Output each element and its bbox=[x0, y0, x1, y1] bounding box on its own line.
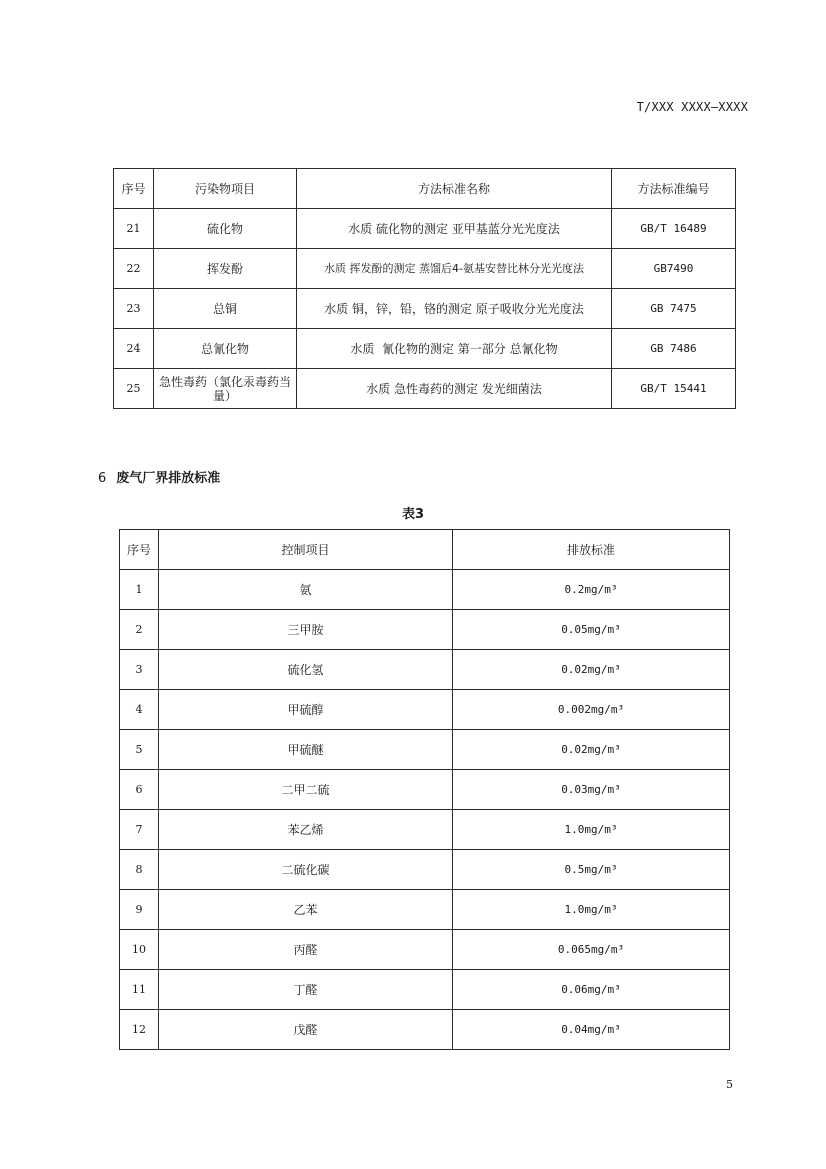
cell-emission-limit: 1.0mg/m³ bbox=[453, 890, 730, 930]
cell-serial: 25 bbox=[114, 369, 154, 409]
cell-method-code: GB7490 bbox=[612, 249, 736, 289]
table-row bbox=[114, 329, 736, 369]
cell-serial: 4 bbox=[120, 690, 159, 730]
table-row bbox=[114, 369, 736, 409]
cell-control-item: 三甲胺 bbox=[159, 610, 453, 650]
cell-control-item: 戊醛 bbox=[159, 1010, 453, 1050]
cell-emission-limit: 0.05mg/m³ bbox=[453, 610, 730, 650]
cell-pollutant: 总氰化物 bbox=[154, 329, 297, 369]
cell-emission-limit: 0.03mg/m³ bbox=[453, 770, 730, 810]
table-header-row bbox=[114, 169, 736, 209]
table-row bbox=[114, 209, 736, 249]
table-row bbox=[120, 650, 730, 690]
cell-control-item: 硫化氢 bbox=[159, 650, 453, 690]
table-row bbox=[120, 810, 730, 850]
column-header-method-code: 方法标准编号 bbox=[612, 169, 736, 209]
table-caption: 表3 bbox=[401, 507, 425, 522]
section-title: 废气厂界排放标准 bbox=[116, 471, 221, 486]
cell-control-item: 乙苯 bbox=[159, 890, 453, 930]
cell-method-name: 水质 挥发酚的测定 蒸馏后4-氨基安替比林分光光度法 bbox=[297, 249, 612, 289]
cell-method-code: GB/T 16489 bbox=[612, 209, 736, 249]
column-header-pollutant: 污染物项目 bbox=[154, 169, 297, 209]
table-row bbox=[114, 289, 736, 329]
section-heading bbox=[98, 467, 220, 486]
cell-emission-limit: 0.065mg/m³ bbox=[453, 930, 730, 970]
cell-serial: 2 bbox=[120, 610, 159, 650]
cell-pollutant: 急性毒药（氯化汞毒药当量） bbox=[154, 369, 297, 409]
emission-standards-table bbox=[119, 529, 730, 1050]
cell-serial: 10 bbox=[120, 930, 159, 970]
table-row bbox=[120, 1010, 730, 1050]
column-header-serial: 序号 bbox=[120, 530, 159, 570]
document-code: T/XXX XXXX—XXXX bbox=[636, 100, 748, 114]
cell-method-code: GB/T 15441 bbox=[612, 369, 736, 409]
table-row bbox=[120, 930, 730, 970]
cell-serial: 11 bbox=[120, 970, 159, 1010]
page-number: 5 bbox=[726, 1078, 733, 1091]
table-row bbox=[120, 610, 730, 650]
cell-emission-limit: 0.02mg/m³ bbox=[453, 730, 730, 770]
cell-pollutant: 硫化物 bbox=[154, 209, 297, 249]
cell-method-name: 水质 硫化物的测定 亚甲基蓝分光光度法 bbox=[297, 209, 612, 249]
cell-emission-limit: 0.5mg/m³ bbox=[453, 850, 730, 890]
table-row bbox=[120, 970, 730, 1010]
cell-control-item: 苯乙烯 bbox=[159, 810, 453, 850]
cell-control-item: 甲硫醇 bbox=[159, 690, 453, 730]
cell-control-item: 丁醛 bbox=[159, 970, 453, 1010]
cell-serial: 3 bbox=[120, 650, 159, 690]
cell-emission-limit: 0.002mg/m³ bbox=[453, 690, 730, 730]
cell-emission-limit: 0.04mg/m³ bbox=[453, 1010, 730, 1050]
cell-serial: 5 bbox=[120, 730, 159, 770]
cell-serial: 1 bbox=[120, 570, 159, 610]
column-header-method-name: 方法标准名称 bbox=[297, 169, 612, 209]
table-row bbox=[120, 770, 730, 810]
method-standards-table bbox=[113, 168, 736, 409]
column-header-emission-limit: 排放标准 bbox=[453, 530, 730, 570]
table-row bbox=[120, 850, 730, 890]
cell-method-name: 水质 急性毒药的测定 发光细菌法 bbox=[297, 369, 612, 409]
cell-control-item: 二甲二硫 bbox=[159, 770, 453, 810]
cell-serial: 7 bbox=[120, 810, 159, 850]
cell-serial: 12 bbox=[120, 1010, 159, 1050]
column-header-control-item: 控制项目 bbox=[159, 530, 453, 570]
table-row bbox=[120, 730, 730, 770]
cell-emission-limit: 0.02mg/m³ bbox=[453, 650, 730, 690]
cell-emission-limit: 0.06mg/m³ bbox=[453, 970, 730, 1010]
table-row bbox=[120, 890, 730, 930]
cell-control-item: 甲硫醚 bbox=[159, 730, 453, 770]
cell-method-code: GB 7486 bbox=[612, 329, 736, 369]
cell-serial: 21 bbox=[114, 209, 154, 249]
column-header-serial: 序号 bbox=[114, 169, 154, 209]
cell-control-item: 二硫化碳 bbox=[159, 850, 453, 890]
cell-emission-limit: 0.2mg/m³ bbox=[453, 570, 730, 610]
cell-pollutant: 挥发酚 bbox=[154, 249, 297, 289]
cell-pollutant: 总铜 bbox=[154, 289, 297, 329]
cell-serial: 22 bbox=[114, 249, 154, 289]
table-row bbox=[120, 690, 730, 730]
cell-serial: 6 bbox=[120, 770, 159, 810]
table-header-row bbox=[120, 530, 730, 570]
cell-serial: 23 bbox=[114, 289, 154, 329]
cell-emission-limit: 1.0mg/m³ bbox=[453, 810, 730, 850]
section-number: 6 bbox=[98, 471, 107, 486]
cell-serial: 8 bbox=[120, 850, 159, 890]
cell-method-name: 水质 氰化物的测定 第一部分 总氰化物 bbox=[297, 329, 612, 369]
cell-serial: 9 bbox=[120, 890, 159, 930]
cell-control-item: 氨 bbox=[159, 570, 453, 610]
table-row bbox=[120, 570, 730, 610]
cell-control-item: 丙醛 bbox=[159, 930, 453, 970]
cell-serial: 24 bbox=[114, 329, 154, 369]
table-row bbox=[114, 249, 736, 289]
cell-method-name: 水质 铜，锌，铅，铬的测定 原子吸收分光光度法 bbox=[297, 289, 612, 329]
cell-method-code: GB 7475 bbox=[612, 289, 736, 329]
